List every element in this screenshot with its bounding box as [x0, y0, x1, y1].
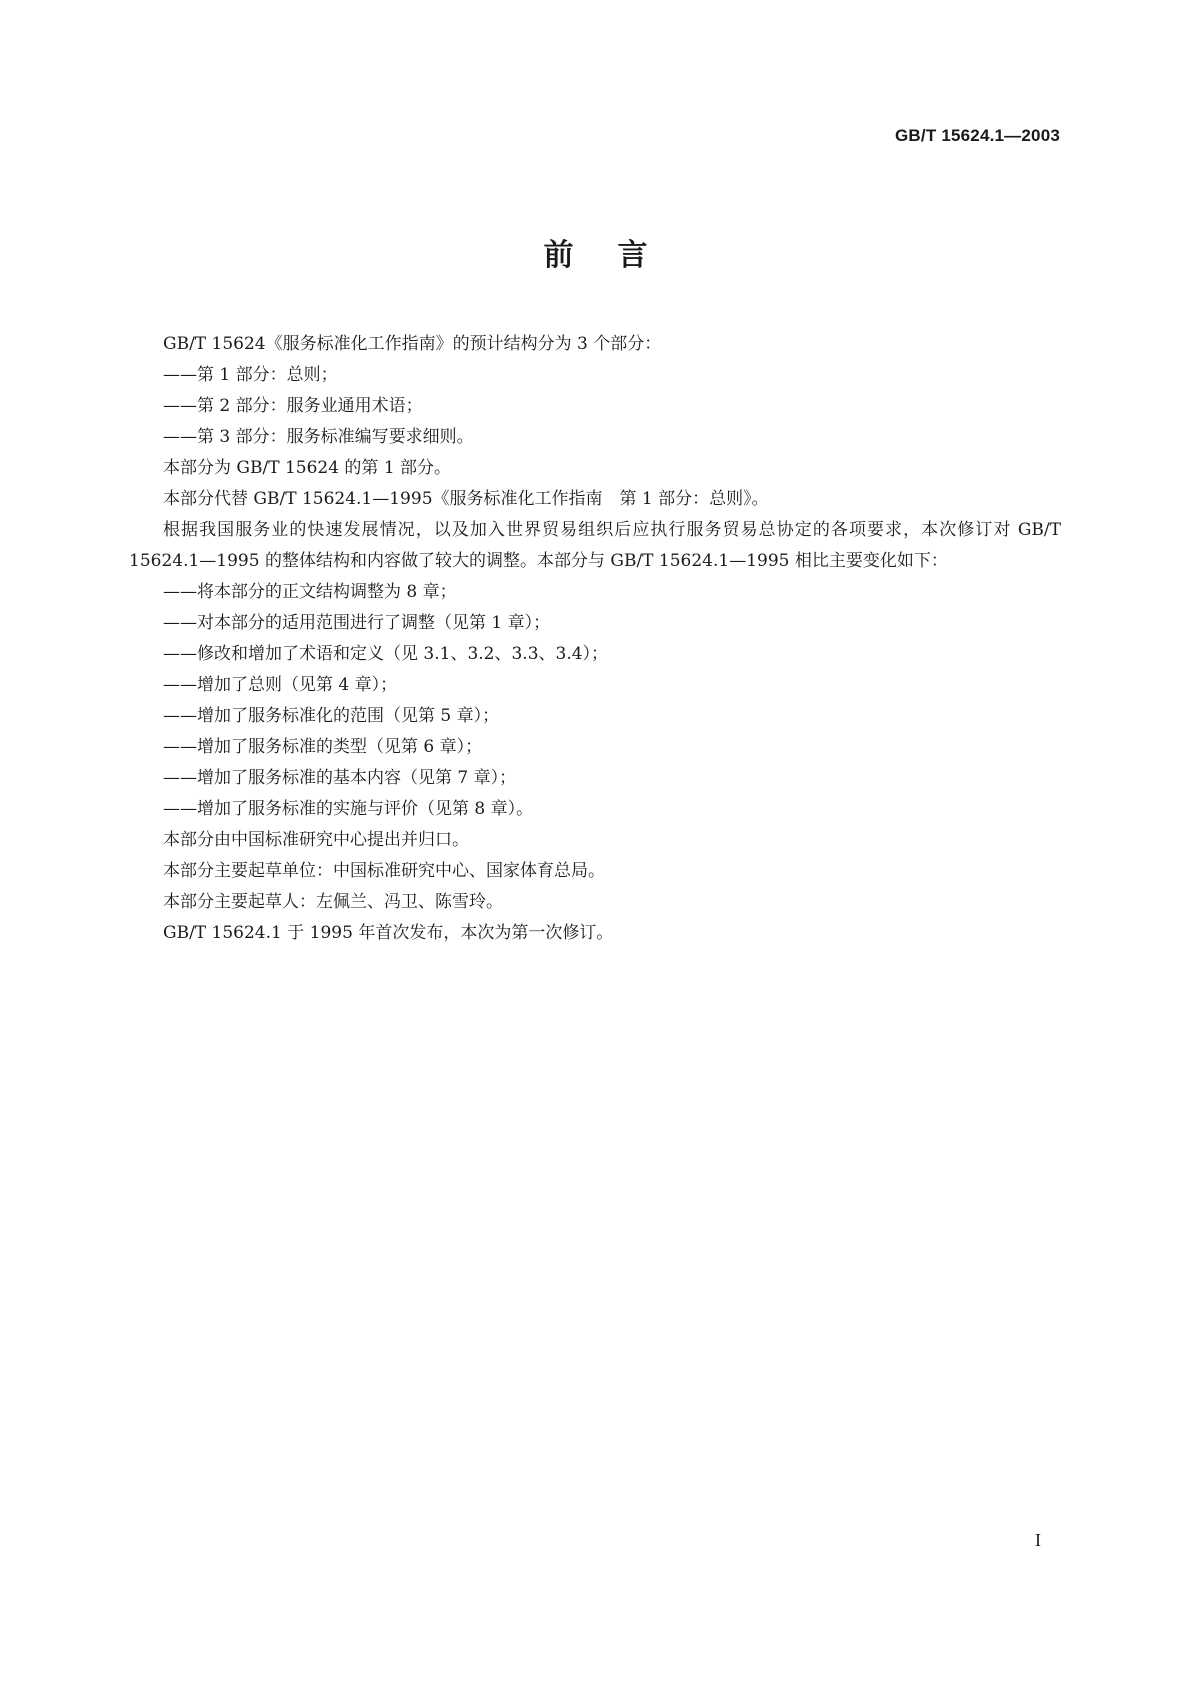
paragraph: 本部分主要起草单位：中国标准研究中心、国家体育总局。: [163, 861, 605, 881]
list-item: ——第 3 部分：服务标准编写要求细则。: [163, 427, 474, 447]
paragraph: GB/T 15624《服务标准化工作指南》的预计结构分为 3 个部分：: [163, 334, 662, 354]
paragraph: 本部分代替 GB/T 15624.1—1995《服务标准化工作指南 第 1 部分：总则》。: [163, 489, 769, 509]
list-item: ——增加了服务标准的实施与评价（见第 8 章）。: [163, 799, 534, 819]
list-item: ——增加了总则（见第 4 章）；: [163, 675, 398, 695]
paragraph: 本部分由中国标准研究中心提出并归口。: [163, 830, 469, 850]
paragraph: GB/T 15624.1 于 1995 年首次发布，本次为第一次修订。: [163, 923, 614, 943]
list-item: ——增加了服务标准的类型（见第 6 章）；: [163, 737, 483, 757]
list-item: ——增加了服务标准化的范围（见第 5 章）；: [163, 706, 500, 726]
list-item: ——对本部分的适用范围进行了调整（见第 1 章）；: [163, 613, 551, 633]
list-item: ——第 2 部分：服务业通用术语；: [163, 396, 423, 416]
foreword-body: [129, 329, 1061, 949]
paragraph: 本部分为 GB/T 15624 的第 1 部分。: [163, 458, 452, 478]
standard-number: GB/T 15624.1—2003: [895, 126, 1060, 145]
list-item: ——增加了服务标准的基本内容（见第 7 章）；: [163, 768, 517, 788]
list-item: ——将本部分的正文结构调整为 8 章；: [163, 582, 457, 602]
paragraph: 本部分主要起草人：左佩兰、冯卫、陈雪玲。: [163, 892, 503, 912]
paragraph: 根据我国服务业的快速发展情况，以及加入世界贸易组织后应执行服务贸易总协定的各项要求，本次修订对 GB/T 15624.1—1995 的整体结构和内容做了较大的调整。本部分与 GB/T 15624.1—1995 相比主要变化如下：: [129, 520, 1061, 571]
page-title: 前言: [543, 238, 692, 273]
page-number: I: [1035, 1530, 1041, 1550]
list-item: ——第 1 部分：总则；: [163, 365, 338, 385]
list-item: ——修改和增加了术语和定义（见 3.1、3.2、3.3、3.4）；: [163, 644, 609, 664]
